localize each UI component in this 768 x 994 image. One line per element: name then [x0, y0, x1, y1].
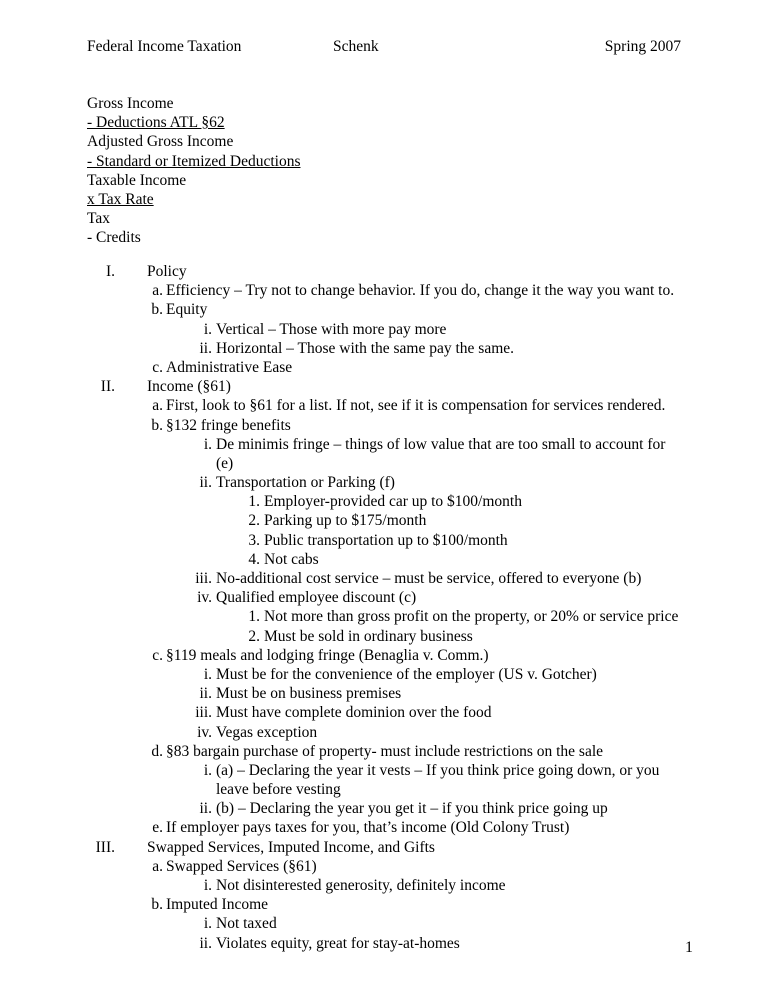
formula-line: Adjusted Gross Income — [87, 133, 234, 151]
outline-marker: i. — [203, 320, 212, 338]
outline-marker: III. — [95, 838, 115, 856]
outline-marker: ii. — [199, 339, 212, 357]
outline-text: Qualified employee discount (c) — [216, 589, 417, 607]
outline-marker: c. — [152, 646, 163, 664]
outline-item — [87, 780, 687, 799]
outline-marker: b. — [151, 301, 163, 319]
outline-text: Not cabs — [264, 550, 319, 568]
outline-marker: i. — [203, 665, 212, 683]
outline-marker: 2. — [248, 627, 260, 645]
outline-marker: e. — [152, 819, 163, 837]
formula-line: Tax — [87, 210, 111, 228]
header-term: Spring 2007 — [604, 38, 681, 55]
outline-item — [87, 320, 687, 339]
outline-marker: c. — [152, 358, 163, 376]
outline-text: (b) – Declaring the year you get it – if you think price going up — [216, 800, 608, 818]
outline-text: Efficiency – Try not to change behavior. If you do, change it the way you want to. — [166, 282, 675, 300]
formula-line: Gross Income — [87, 95, 174, 112]
outline-item — [87, 761, 687, 780]
outline-text: Must have complete dominion over the food — [216, 704, 492, 722]
outline-text: Swapped Services (§61) — [166, 857, 317, 875]
outline-item — [87, 684, 687, 703]
header-course: Federal Income Taxation — [87, 38, 242, 55]
formula-line: Taxable Income — [87, 171, 187, 189]
outline-marker: i. — [203, 435, 212, 453]
outline-item — [87, 550, 687, 569]
outline-marker: 3. — [248, 531, 260, 549]
outline-text: Must be sold in ordinary business — [264, 627, 473, 645]
outline-text: Horizontal – Those with the same pay the same. — [216, 339, 515, 357]
outline-text: Equity — [166, 301, 208, 319]
outline-item — [87, 454, 687, 473]
outline-item — [87, 396, 687, 415]
outline-marker: 1. — [248, 608, 260, 626]
outline-text: Vertical – Those with more pay more — [216, 320, 447, 338]
outline-text: Transportation or Parking (f) — [216, 474, 395, 492]
outline-marker: 4. — [248, 550, 260, 568]
outline-text: (a) – Declaring the year it vests – If you think price going down, or you — [216, 761, 660, 779]
outline-marker: a. — [152, 857, 163, 875]
outline-marker: ii. — [199, 474, 212, 492]
outline-marker: i. — [203, 761, 212, 779]
outline-text: Swapped Services, Imputed Income, and Gifts — [147, 838, 435, 856]
outline-marker: ii. — [199, 934, 212, 952]
outline-text: If employer pays taxes for you, that’s income (Old Colony Trust) — [166, 819, 570, 837]
outline-text: Employer-provided car up to $100/month — [264, 493, 522, 511]
outline-item — [87, 876, 687, 895]
outline-marker: ii. — [199, 685, 212, 703]
outline-item — [87, 895, 687, 914]
outline-text: Imputed Income — [166, 896, 269, 914]
outline-text: leave before vesting — [216, 781, 341, 799]
outline-marker: ii. — [199, 800, 212, 818]
outline-marker: i. — [203, 877, 212, 894]
outline-text: §119 meals and lodging fringe (Benaglia v. Comm.) — [166, 646, 489, 664]
outline-marker: iii. — [195, 704, 212, 722]
outline-text: Administrative Ease — [166, 358, 293, 376]
outline-item — [87, 569, 687, 588]
outline-item — [87, 665, 687, 684]
outline-item — [87, 818, 687, 837]
outline-item — [87, 511, 687, 530]
outline-item — [87, 646, 687, 665]
outline-item — [87, 339, 687, 358]
outline-marker: I. — [105, 263, 115, 280]
tax-formula — [87, 94, 301, 248]
outline-text: Not disinterested generosity, definitely income — [216, 877, 506, 894]
outline-text: Income (§61) — [147, 378, 231, 396]
outline-marker: d. — [151, 742, 163, 760]
outline-marker: 1. — [248, 493, 260, 511]
outline-item — [87, 531, 687, 550]
outline-item — [87, 281, 687, 300]
outline-marker: b. — [151, 896, 163, 914]
outline-item — [87, 914, 687, 933]
page-header — [87, 38, 681, 58]
outline-text: De minimis fringe – things of low value that are too small to account for — [216, 435, 666, 453]
outline-marker: II. — [100, 378, 115, 396]
outline-item — [87, 703, 687, 722]
outline-text: Not taxed — [216, 915, 277, 933]
outline-marker: a. — [152, 282, 163, 300]
outline-item — [87, 492, 687, 511]
outline-text: Must be on business premises — [216, 685, 402, 703]
outline-item — [87, 435, 687, 454]
outline-item — [87, 262, 687, 281]
outline-item — [87, 627, 687, 646]
outline-text: Policy — [147, 263, 187, 280]
outline-item — [87, 857, 687, 876]
outline-marker: b. — [151, 416, 163, 434]
formula-line: - Credits — [87, 229, 141, 247]
outline-item — [87, 473, 687, 492]
formula-line: x Tax Rate — [87, 191, 154, 209]
formula-line: - Deductions ATL §62 — [87, 114, 225, 132]
outline-item — [87, 588, 687, 607]
outline-item — [87, 358, 687, 377]
outline-text: Public transportation up to $100/month — [264, 531, 508, 549]
outline-text: Violates equity, great for stay-at-homes — [216, 934, 460, 952]
outline-item — [87, 377, 687, 396]
outline-item — [87, 300, 687, 319]
outline-text: §83 bargain purchase of property- must include restrictions on the sale — [166, 742, 604, 760]
outline-item — [87, 934, 687, 953]
outline-marker: 2. — [248, 512, 260, 530]
outline-marker: iv. — [197, 723, 212, 741]
outline-marker: a. — [152, 397, 163, 415]
outline-item — [87, 799, 687, 818]
outline-text: (e) — [216, 454, 234, 472]
outline-marker: i. — [203, 915, 212, 933]
outline-text: No-additional cost service – must be service, offered to everyone (b) — [216, 570, 642, 587]
outline-text: Not more than gross profit on the property, or 20% or service price — [264, 608, 679, 626]
outline-text: §132 fringe benefits — [166, 416, 291, 434]
outline-marker: iii. — [195, 570, 212, 587]
outline-text: Vegas exception — [216, 723, 318, 741]
outline-item — [87, 723, 687, 742]
outline-item — [87, 416, 687, 435]
outline-text: First, look to §61 for a list. If not, see if it is compensation for services rendered. — [166, 397, 666, 415]
header-professor: Schenk — [333, 38, 379, 55]
outline-text: Parking up to $175/month — [264, 512, 427, 530]
outline-item — [87, 742, 687, 761]
outline-marker: iv. — [197, 589, 212, 607]
course-outline — [87, 262, 687, 953]
formula-line: - Standard or Itemized Deductions — [87, 152, 301, 170]
outline-item — [87, 607, 687, 626]
page-number: 1 — [685, 939, 693, 956]
outline-item — [87, 838, 687, 857]
outline-text: Must be for the convenience of the employer (US v. Gotcher) — [216, 665, 597, 683]
